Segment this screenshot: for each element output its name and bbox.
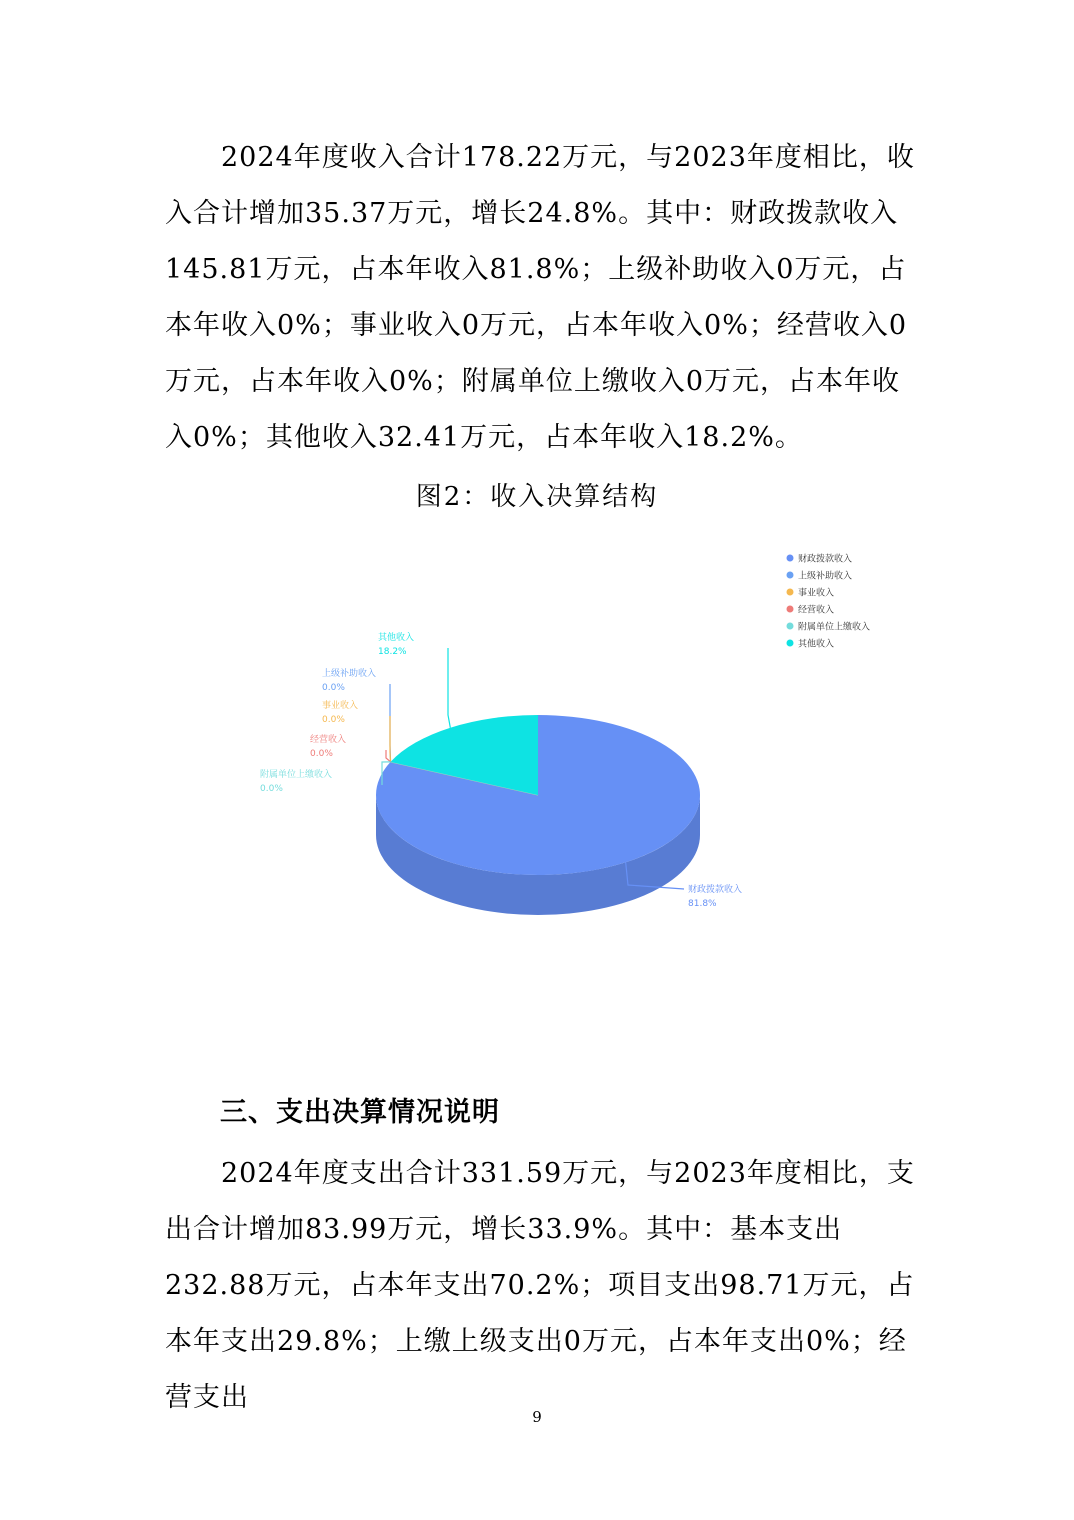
income-paragraph-text: 2024年度收入合计178.22万元，与2023年度相比，收入合计增加35.37万元，增长24.8%。其中：财政拨款收入145.81万元，占本年收入81.8%；上级补助收入0万元，占本年收入0%；事业收入0万元，占本年收入0%；经营收入0万元，占本年收入0%；附属单位上缴收入0万元，占本年收入0%；其他收入32.41万元，占本年收入18.2%。 <box>165 142 915 453</box>
pie-label-name-1: 上级补助收入 <box>322 669 377 679</box>
leader-line-2 <box>390 716 391 762</box>
income-structure-pie-chart <box>250 540 910 960</box>
legend-label-0: 财政拨款收入 <box>798 554 853 565</box>
section-heading: 三、支出决算情况说明 <box>220 1097 500 1128</box>
legend-label-5: 其他收入 <box>798 639 835 650</box>
pie-label-value-1: 0.0% <box>322 683 345 693</box>
chart-legend <box>787 553 871 650</box>
pie-label-name-4: 附属单位上缴收入 <box>260 770 333 780</box>
pie-label-value-3: 0.0% <box>310 749 333 759</box>
pie-label-name-2: 事业收入 <box>322 701 359 711</box>
pie-label-value-5: 18.2% <box>378 647 407 657</box>
figure-caption: 图2：收入决算结构 <box>415 482 659 512</box>
legend-marker-3 <box>787 606 794 613</box>
leader-line-5 <box>448 648 450 728</box>
pie-label-value-4: 0.0% <box>260 784 283 794</box>
page-number: 9 <box>532 1408 542 1426</box>
legend-marker-0 <box>787 555 794 562</box>
legend-label-1: 上级补助收入 <box>798 571 853 582</box>
legend-marker-2 <box>787 589 794 596</box>
pie-label-name-0: 财政拨款收入 <box>688 885 743 895</box>
pie-body <box>376 715 700 915</box>
legend-marker-4 <box>787 623 794 630</box>
pie-label-value-2: 0.0% <box>322 715 345 725</box>
expense-paragraph-text: 2024年度支出合计331.59万元，与2023年度相比，支出合计增加83.99万元，增长33.9%。其中：基本支出232.88万元，占本年支出70.2%；项目支出98.71万元，占本年支出29.8%；上缴上级支出0万元，占本年支出0%；经营支出 <box>165 1158 915 1413</box>
legend-marker-5 <box>787 640 794 647</box>
pie-label-name-5: 其他收入 <box>378 633 415 643</box>
legend-marker-1 <box>787 572 794 579</box>
legend-label-4: 附属单位上缴收入 <box>798 622 871 633</box>
income-paragraph <box>165 130 915 466</box>
pie-label-name-3: 经营收入 <box>310 735 347 745</box>
expense-paragraph <box>165 1146 915 1426</box>
pie-label-value-0: 81.8% <box>688 899 717 909</box>
legend-label-2: 事业收入 <box>798 588 835 599</box>
legend-label-3: 经营收入 <box>798 605 835 616</box>
